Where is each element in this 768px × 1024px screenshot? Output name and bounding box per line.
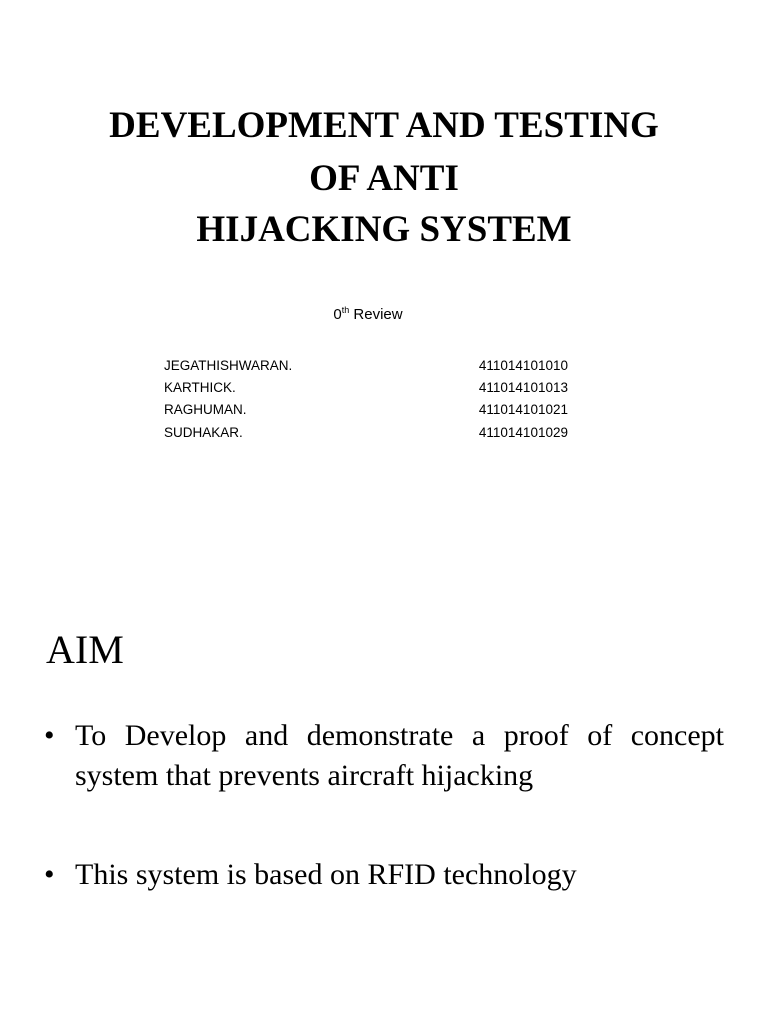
- bullet-text: To Develop and demonstrate a proof of concept system that prevents aircraft hijacking: [75, 719, 724, 792]
- team-member-row: [164, 425, 568, 447]
- title-line-1: DEVELOPMENT AND TESTING: [109, 105, 659, 146]
- bullet-dot-icon: •: [44, 858, 55, 891]
- team-member-row: [164, 402, 568, 424]
- bullet-item: [44, 716, 724, 796]
- review-suffix: th: [341, 305, 350, 315]
- bullet-dot-icon: •: [44, 719, 55, 752]
- member-name: KARTHICK.: [164, 380, 236, 395]
- member-id: 411014101010: [478, 358, 568, 373]
- member-name: JEGATHISHWARAN.: [164, 358, 293, 373]
- title-line-3: HIJACKING SYSTEM: [196, 209, 572, 250]
- review-text: Review: [349, 306, 403, 323]
- aim-heading: AIM: [46, 627, 124, 672]
- bullet-item: [44, 855, 724, 895]
- member-id: 411014101029: [478, 425, 568, 440]
- aim-slide: [0, 576, 768, 1024]
- team-member-row: [164, 358, 568, 380]
- review-label: [0, 305, 736, 323]
- member-name: RAGHUMAN.: [164, 402, 247, 417]
- member-id: 411014101021: [478, 402, 568, 417]
- member-id: 411014101013: [478, 380, 568, 395]
- team-member-row: [164, 380, 568, 402]
- review-number: 0: [333, 306, 342, 323]
- title-line-2: OF ANTI: [309, 158, 459, 199]
- bullet-text: This system is based on RFID technology: [75, 858, 577, 891]
- member-name: SUDHAKAR.: [164, 425, 243, 440]
